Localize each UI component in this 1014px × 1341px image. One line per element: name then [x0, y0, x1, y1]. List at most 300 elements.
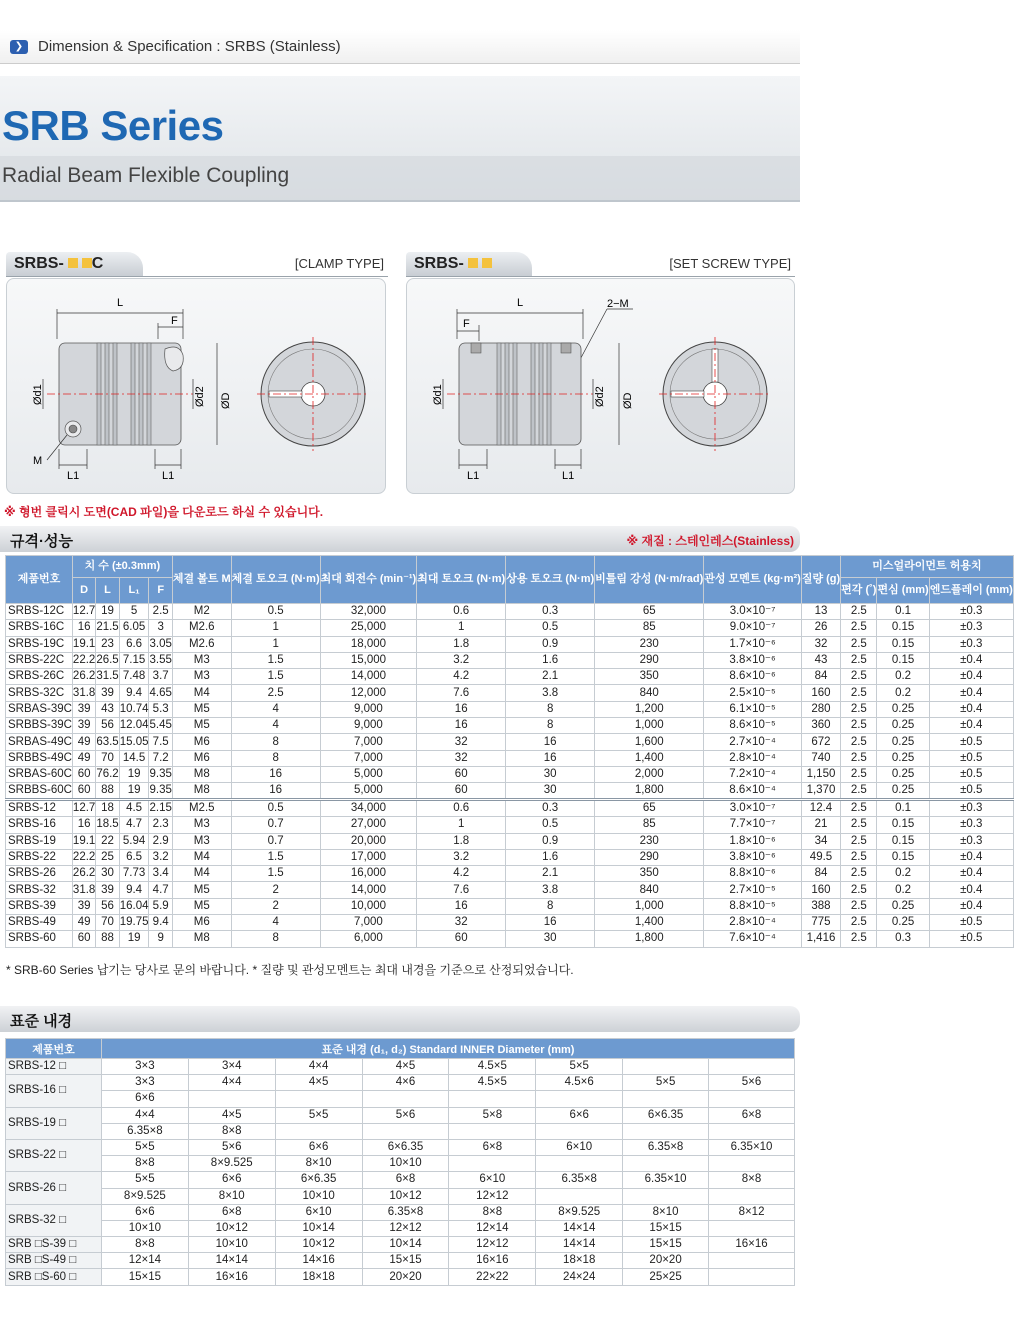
svg-text:L1: L1	[67, 470, 80, 482]
spec-cell: 31.5	[96, 669, 119, 685]
inner-row	[6, 1075, 795, 1091]
spec-cell: 60	[417, 931, 506, 947]
spec-cell: 21.5	[96, 620, 119, 636]
inner-cell	[623, 1059, 709, 1075]
inner-cell: 6×6.35	[275, 1172, 362, 1188]
inner-cell: 14×14	[536, 1220, 623, 1236]
spec-cell: 1	[231, 636, 320, 652]
clamp-coupling-drawing	[7, 279, 387, 495]
inner-cell: 10×14	[362, 1237, 449, 1253]
inner-cell: 5×6	[709, 1075, 795, 1091]
inner-cell: 8×8	[101, 1156, 188, 1172]
set-screw-type-drawing[interactable]	[406, 278, 795, 494]
spec-cell: M2.5	[172, 800, 231, 817]
spec-row[interactable]	[6, 849, 1014, 865]
inner-model: SRB □S-60 □	[6, 1269, 102, 1285]
spec-cell: 8	[231, 734, 320, 750]
spec-row[interactable]	[6, 652, 1014, 668]
spec-cell: 290	[595, 849, 704, 865]
spec-cell: 0.15	[877, 817, 929, 833]
spec-cell: ±0.3	[929, 604, 1013, 620]
spec-row[interactable]	[6, 669, 1014, 685]
model-number-link[interactable]: SRBS-32C	[6, 685, 73, 701]
spec-row[interactable]	[6, 866, 1014, 882]
model-number-link[interactable]: SRBS-19C	[6, 636, 73, 652]
spec-cell: 230	[595, 636, 704, 652]
inner-cell	[449, 1156, 536, 1172]
spec-cell: M4	[172, 685, 231, 701]
spec-cell: ±0.5	[929, 931, 1013, 947]
inner-cell	[709, 1220, 795, 1236]
spec-cell: 85	[595, 817, 704, 833]
clamp-type-drawing[interactable]	[6, 278, 386, 494]
spec-cell: M5	[172, 701, 231, 717]
spec-cell: 16	[506, 750, 595, 766]
spec-cell: 9,000	[320, 701, 417, 717]
inner-cell: 6×10	[449, 1172, 536, 1188]
spec-cell: 60	[72, 766, 95, 782]
spec-cell: 16	[231, 783, 320, 800]
spec-cell: 0.15	[877, 833, 929, 849]
spec-cell: 2.5	[841, 636, 877, 652]
svg-text:L1: L1	[562, 470, 575, 482]
inner-cell: 8×10	[275, 1156, 362, 1172]
spec-row[interactable]	[6, 833, 1014, 849]
spec-cell: 18	[96, 800, 119, 817]
model-number-link[interactable]: SRBS-60	[6, 931, 73, 947]
inner-cell: 14×14	[188, 1253, 275, 1269]
inner-row	[6, 1237, 795, 1253]
spec-cell: ±0.4	[929, 866, 1013, 882]
spec-cell: 30	[506, 766, 595, 782]
spec-cell: 1	[231, 620, 320, 636]
spec-cell: M8	[172, 766, 231, 782]
inner-cell: 12×14	[101, 1253, 188, 1269]
spec-cell: 1,000	[595, 718, 704, 734]
inner-cell	[709, 1188, 795, 1204]
inner-section-header	[0, 1006, 800, 1032]
spec-row[interactable]	[6, 783, 1014, 800]
spec-cell: 7.15	[119, 652, 149, 668]
spec-cell: 9.4	[119, 882, 149, 898]
model-number-link[interactable]: SRBS-26C	[6, 669, 73, 685]
spec-cell: M2.6	[172, 620, 231, 636]
inner-cell: 5×6	[362, 1107, 449, 1123]
spec-cell: 16	[506, 734, 595, 750]
spec-cell: 12,000	[320, 685, 417, 701]
clamp-type-label: [CLAMP TYPE]	[294, 256, 384, 271]
spec-cell: 9.4	[149, 915, 172, 931]
spec-cell: M4	[172, 849, 231, 865]
spec-cell: 2	[231, 882, 320, 898]
inner-cell: 6.35×8	[623, 1139, 709, 1155]
spec-cell: 3.8×10⁻⁶	[704, 652, 802, 668]
set-screw-type-label: [SET SCREW TYPE]	[669, 256, 791, 271]
inner-cell: 10×14	[275, 1220, 362, 1236]
spec-cell: 5,000	[320, 783, 417, 800]
spec-cell: 7.5	[149, 734, 172, 750]
spec-cell: 9.35	[149, 766, 172, 782]
spec-row[interactable]	[6, 766, 1014, 782]
inner-diameter-table: 제품번호 표준 내경 (d₁, d₂) Standard INNER Diameter (mm) SRBS-12 □ 3×3 3×4 4×4 4×5 4.5×5 5×5 SRBS-16 □ 3×3 4×4 4×5 4×6 4.5×5 4.5×6 5×5 5×6 6×6 SRBS-19 □ 4×4 4×5 5×5 5×6 5×8 6×6 6×6.35 6×8 6.35×8 8×8 SRBS-22 □ 5×5 5×6 6×6 6×6.35 6×8 6×10 6.35×8 6.35×10 8×8 8×9.525 8×10 10×10 SRBS-26 □ 5×5 6×6 6×6.35 6×8 6×10 6.35×8 6.35×10 8×8 8×9.525 8×10 10×10 10×12 12×12 SRBS-32 □ 6×6 6×8 6×10 6.35×8 8×8 8×9.525 8×10 8×12 10×10 10×12 10×14 12×12 12×14 14×14 15×15 SRB □S-39 □ 8×8 10×10 10×12 10×14 12×12 14×14 15×15 16×16 SRB □S-49 □ 12×14 14×14 14×16 15×15 16×16 18×18 20×20 SRB □S-60 □ 15×15 16×16 18×18 20×20 22×22 24×24 25×25	[5, 1038, 795, 1286]
spec-cell: 1,416	[801, 931, 840, 947]
inner-cell: 6×6.35	[623, 1107, 709, 1123]
spec-cell: 32	[417, 734, 506, 750]
inner-cell	[449, 1123, 536, 1139]
cad-download-note: ※ 형번 클릭시 도면(CAD 파일)을 다운로드 하실 수 있습니다.	[4, 505, 324, 519]
spec-cell: 0.7	[231, 833, 320, 849]
spec-cell: ±0.3	[929, 800, 1013, 817]
spec-cell: 2.5	[841, 620, 877, 636]
inner-cell: 5×6	[188, 1139, 275, 1155]
inner-cell	[536, 1188, 623, 1204]
spec-cell: 32,000	[320, 604, 417, 620]
spec-cell: 8.8×10⁻⁵	[704, 898, 802, 914]
spec-cell: 4.7	[149, 882, 172, 898]
spec-cell: 32	[417, 750, 506, 766]
spec-cell: 6.1×10⁻⁵	[704, 701, 802, 717]
spec-cell: M6	[172, 915, 231, 931]
model-number-link[interactable]: SRBS-49	[6, 915, 73, 931]
spec-row[interactable]	[6, 718, 1014, 734]
inner-cell: 6×10	[275, 1204, 362, 1220]
inner-model: SRBS-19 □	[6, 1107, 102, 1139]
inner-cell: 22×22	[449, 1269, 536, 1285]
spec-cell: 2.1	[506, 669, 595, 685]
spec-cell: 3.05	[149, 636, 172, 652]
spec-cell: 2.3	[149, 817, 172, 833]
spec-cell: 4	[231, 915, 320, 931]
spec-cell: 18,000	[320, 636, 417, 652]
spec-cell: 0.15	[877, 849, 929, 865]
spec-cell: 1,150	[801, 766, 840, 782]
spec-cell: 70	[96, 915, 119, 931]
spec-cell: 0.5	[506, 620, 595, 636]
spec-cell: 23	[96, 636, 119, 652]
spec-table: 제품번호 치 수 (±0.3mm) 체결 볼트 M 체결 토오크 (N·m) 최대 회전수 (min⁻¹) 최대 토오크 (N·m) 상용 토오크 (N·m) 비틀림 강성 (N·m/rad) 관성 모멘트 (kg·m²) 질량 (g) 미스얼라이먼트 허용치 D L L₁ F 편각 (˚) 편심 (mm) 엔드플레이 (mm) SRBS-12C 12.7 19 5 2.5 M2 0.5 32,000 0.6 0.3 65 3.0×10⁻⁷ 13 2.5 0.1 ±0.3 SRBS-16C 16 21.5 6.05 3 M2.6 1 25,000 1 0.5 85 9.0×10⁻⁷ 26 2.5 0.15 ±0.3 SRBS-19C 19.1 23 6.6 3.05 M2.6 1 18,000 1.8 0.9 230 1.7×10⁻⁶ 32 2.5 0.15 ±0.3 SRBS-22C 22.2 26.5 7.15 3.55 M3 1.5 15,000 3.2 1.6 290 3.8×10⁻⁶ 43 2.5 0.15 ±0.4 SRBS-26C 26.2 31.5 7.48 3.7 M3 1.5 14,000 4.2 2.1 350 8.6×10⁻⁶ 84 2.5 0.2 ±0.4 SRBS-32C 31.8 39 9.4 4.65 M4 2.5 12,000 7.6 3.8 840 2.5×10⁻⁵ 160 2.5 0.2 ±0.4 SRBAS-39C 39 43 10.74 5.3 M5 4 9,000 16 8 1,200 6.1×10⁻⁵ 280 2.5 0.25 ±0.4 SRBBS-39C 39 56 12.04 5.45 M5 4 9,000 16 8 1,000 8.6×10⁻⁵ 360 2.5 0.25 ±0.4 SRBAS-49C 49 63.5 15.05 7.5 M6 8 7,000 32 16 1,600 2.7×10⁻⁴ 672 2.5 0.25 ±0.5 SRBBS-49C 49 70 14.5 7.2 M6 8 7,000 32 16 1,400 2.8×10⁻⁴ 740 2.5 0.25 ±0.5 SRBAS-60C 60 76.2 19 9.35 M8 16 5,000 60 30 2,000 7.2×10⁻⁴ 1,150 2.5 0.25 ±0.5 SRBBS-60C 60 88 19 9.35 M8 16 5,000 60 30 1,800 8.6×10⁻⁴ 1,370 2.5 0.25 ±0.5 SRBS-12 12.7 18 4.5 2.15 M2.5 0.5 34,000 0.6 0.3 65 3.0×10⁻⁷ 12.4 2.5 0.1 ±0.3 SRBS-16 16 18.5 4.7 2.3 M3 0.7 27,000 1 0.5 85 7.7×10⁻⁷ 21 2.5 0.15 ±0.3 SRBS-19 19.1 22 5.94 2.9 M3 0.7 20,000 1.8 0.9 230 1.8×10⁻⁶ 34 2.5 0.15 ±0.3 SRBS-22 22.2 25 6.5 3.2 M4 1.5 17,000 3.2 1.6 290 3.8×10⁻⁶ 49.5 2.5 0.15 ±0.4 SRBS-26 26.2 30 7.73 3.4 M4 1.5 16,000 4.2 2.1 350 8.8×10⁻⁶ 84 2.5 0.2 ±0.4 SRBS-32 31.8 39 9.4 4.7 M5 2 14,000 7.6 3.8 840 2.7×10⁻⁵ 160 2.5 0.2 ±0.4 SRBS-39 39 56 16.04 5.9 M5 2 10,000 16 8 1,000 8.8×10⁻⁵ 388 2.5 0.25 ±0.4 SRBS-49 49 70 19.75 9.4 M6 4 7,000 32 16 1,400 2.8×10⁻⁴ 775 2.5 0.25 ±0.5 SRBS-60 60 88 19 9 M8 8 6,000 60 30 1,800 7.6×10⁻⁴ 1,416 2.5 0.3 ±0.5	[5, 555, 1014, 948]
spec-cell: 9.0×10⁻⁷	[704, 620, 802, 636]
spec-cell: M4	[172, 866, 231, 882]
inner-cell: 10×12	[188, 1220, 275, 1236]
spec-cell: 88	[96, 931, 119, 947]
inner-cell: 8×9.525	[536, 1204, 623, 1220]
spec-cell: 1.8	[417, 636, 506, 652]
inner-row	[6, 1269, 795, 1285]
model-number-link[interactable]: SRBS-22	[6, 849, 73, 865]
inner-cell	[188, 1091, 275, 1107]
svg-text:M: M	[33, 455, 43, 467]
spec-row[interactable]	[6, 685, 1014, 701]
spec-cell: 1.5	[231, 849, 320, 865]
model-number-link[interactable]: SRBAS-39C	[6, 701, 73, 717]
inner-cell: 15×15	[362, 1253, 449, 1269]
inner-row	[6, 1139, 795, 1155]
spec-cell: 3.0×10⁻⁷	[704, 604, 802, 620]
spec-cell: 26.2	[72, 866, 95, 882]
spec-cell: 2.5	[841, 800, 877, 817]
set-screw-type-tab: SRBS-	[406, 252, 532, 276]
spec-cell: 0.9	[506, 636, 595, 652]
inner-cell: 6.35×10	[623, 1172, 709, 1188]
inner-cell: 5×5	[536, 1059, 623, 1075]
spec-cell: ±0.3	[929, 636, 1013, 652]
spec-row[interactable]	[6, 701, 1014, 717]
model-number-link[interactable]: SRBAS-60C	[6, 766, 73, 782]
spec-row[interactable]	[6, 750, 1014, 766]
model-number-link[interactable]: SRBAS-49C	[6, 734, 73, 750]
spec-cell: 70	[96, 750, 119, 766]
inner-cell: 6.35×10	[709, 1139, 795, 1155]
inner-cell: 6×6	[275, 1139, 362, 1155]
inner-cell: 8×12	[709, 1204, 795, 1220]
spec-row[interactable]	[6, 636, 1014, 652]
spec-cell: M6	[172, 734, 231, 750]
spec-cell: 2.5	[231, 685, 320, 701]
spec-cell: 3.2	[149, 849, 172, 865]
spec-cell: 8	[231, 750, 320, 766]
spec-cell: 840	[595, 685, 704, 701]
spec-cell: 88	[96, 783, 119, 800]
model-number-link[interactable]: SRBS-12	[6, 800, 73, 817]
model-number-link[interactable]: SRBS-26	[6, 866, 73, 882]
inner-cell: 6×6	[101, 1091, 188, 1107]
spec-cell: 8	[231, 931, 320, 947]
spec-cell: 6.5	[119, 849, 149, 865]
spec-cell: 1,400	[595, 750, 704, 766]
svg-text:ØD: ØD	[622, 392, 634, 409]
spec-cell: 4.5	[119, 800, 149, 817]
spec-cell: ±0.5	[929, 783, 1013, 800]
spec-cell: 0.5	[506, 817, 595, 833]
spec-cell: 0.2	[877, 882, 929, 898]
spec-cell: 12.04	[119, 718, 149, 734]
spec-row[interactable]	[6, 915, 1014, 931]
inner-model: SRBS-16 □	[6, 1075, 102, 1107]
spec-row[interactable]	[6, 898, 1014, 914]
spec-cell: M3	[172, 817, 231, 833]
inner-cell: 10×10	[101, 1220, 188, 1236]
clamp-type-tab: SRBS- C	[6, 252, 143, 276]
inner-cell: 3×3	[101, 1059, 188, 1075]
spec-cell: 1.6	[506, 652, 595, 668]
inner-cell: 6×8	[709, 1107, 795, 1123]
spec-row[interactable]	[6, 604, 1014, 620]
inner-model: SRB □S-39 □	[6, 1237, 102, 1253]
spec-cell: 19.1	[72, 636, 95, 652]
hero-banner	[0, 76, 800, 202]
inner-cell: 10×10	[362, 1156, 449, 1172]
spec-row[interactable]	[6, 800, 1014, 817]
inner-cell	[623, 1091, 709, 1107]
model-number-link[interactable]: SRBS-22C	[6, 652, 73, 668]
inner-row	[6, 1188, 795, 1204]
spec-cell: 9,000	[320, 718, 417, 734]
spec-row[interactable]	[6, 817, 1014, 833]
inner-cell	[623, 1156, 709, 1172]
spec-cell: 1.8×10⁻⁶	[704, 833, 802, 849]
model-number-link[interactable]: SRBBS-60C	[6, 783, 73, 800]
spec-cell: 2.5	[841, 931, 877, 947]
spec-cell: 30	[506, 783, 595, 800]
spec-cell: 5.45	[149, 718, 172, 734]
spec-cell: 0.15	[877, 652, 929, 668]
inner-cell: 4×6	[362, 1075, 449, 1091]
set-screw-type-panel	[400, 250, 795, 494]
inner-cell: 10×12	[362, 1188, 449, 1204]
spec-cell: 31.8	[72, 882, 95, 898]
spec-cell: 2.9	[149, 833, 172, 849]
model-number-link[interactable]: SRBS-39	[6, 898, 73, 914]
inner-row	[6, 1204, 795, 1220]
spec-cell: 7,000	[320, 734, 417, 750]
spec-cell: 2.5×10⁻⁵	[704, 685, 802, 701]
inner-cell: 8×9.525	[101, 1188, 188, 1204]
svg-text:Ød2: Ød2	[194, 386, 206, 407]
inner-cell: 6×6	[188, 1172, 275, 1188]
spec-cell: 2.5	[841, 734, 877, 750]
spec-cell: 15.05	[119, 734, 149, 750]
spec-row[interactable]	[6, 620, 1014, 636]
spec-cell: ±0.4	[929, 685, 1013, 701]
spec-cell: M2.6	[172, 636, 231, 652]
inner-row	[6, 1059, 795, 1075]
inner-cell: 10×10	[188, 1237, 275, 1253]
spec-cell: ±0.5	[929, 766, 1013, 782]
model-number-link[interactable]: SRBS-12C	[6, 604, 73, 620]
inner-cell: 6.35×8	[536, 1172, 623, 1188]
spec-cell: 360	[801, 718, 840, 734]
inner-cell	[623, 1123, 709, 1139]
spec-cell: 0.3	[506, 604, 595, 620]
inner-row	[6, 1091, 795, 1107]
inner-cell: 18×18	[536, 1253, 623, 1269]
spec-cell: ±0.4	[929, 669, 1013, 685]
spec-cell: M5	[172, 718, 231, 734]
spec-cell: 2.5	[149, 604, 172, 620]
model-number-link[interactable]: SRBBS-39C	[6, 718, 73, 734]
spec-cell: 6,000	[320, 931, 417, 947]
inner-cell: 8×8	[188, 1123, 275, 1139]
spec-row[interactable]	[6, 734, 1014, 750]
spec-cell: 49.5	[801, 849, 840, 865]
page-header-title: Dimension & Specification : SRBS (Stainless)	[38, 38, 341, 55]
spec-cell: 25	[96, 849, 119, 865]
spec-row[interactable]	[6, 931, 1014, 947]
svg-text:ØD: ØD	[220, 392, 232, 409]
inner-cell: 14×14	[536, 1237, 623, 1253]
spec-cell: 0.2	[877, 669, 929, 685]
spec-cell: 56	[96, 898, 119, 914]
spec-cell: 39	[72, 701, 95, 717]
svg-text:L: L	[517, 297, 524, 309]
spec-cell: 1.7×10⁻⁶	[704, 636, 802, 652]
inner-cell	[362, 1123, 449, 1139]
spec-cell: 4.2	[417, 669, 506, 685]
spec-cell: 7.2×10⁻⁴	[704, 766, 802, 782]
model-number-link[interactable]: SRBBS-49C	[6, 750, 73, 766]
spec-cell: 2,000	[595, 766, 704, 782]
spec-cell: 388	[801, 898, 840, 914]
spec-cell: 60	[417, 766, 506, 782]
spec-cell: 350	[595, 669, 704, 685]
inner-row	[6, 1220, 795, 1236]
spec-cell: 0.7	[231, 817, 320, 833]
spec-cell: 56	[96, 718, 119, 734]
arrow-icon: ❯	[10, 40, 28, 54]
spec-cell: 2.5	[841, 750, 877, 766]
spec-cell: 0.25	[877, 701, 929, 717]
spec-cell: 3.2	[417, 849, 506, 865]
spec-cell: 39	[96, 685, 119, 701]
inner-cell	[362, 1091, 449, 1107]
model-number-link[interactable]: SRBS-16C	[6, 620, 73, 636]
spec-cell: 7,000	[320, 750, 417, 766]
spec-cell: M8	[172, 783, 231, 800]
spec-cell: 2.15	[149, 800, 172, 817]
spec-cell: 1,370	[801, 783, 840, 800]
spec-cell: 9.4	[119, 685, 149, 701]
model-number-link[interactable]: SRBS-32	[6, 882, 73, 898]
spec-cell: 230	[595, 833, 704, 849]
inner-cell: 5×5	[275, 1107, 362, 1123]
spec-cell: 26.5	[96, 652, 119, 668]
inner-cell: 6×8	[188, 1204, 275, 1220]
spec-cell: 6.05	[119, 620, 149, 636]
inner-cell: 4×4	[188, 1075, 275, 1091]
spec-cell: 20,000	[320, 833, 417, 849]
spec-cell: 16	[72, 620, 95, 636]
spec-cell: 65	[595, 604, 704, 620]
spec-cell: 49	[72, 734, 95, 750]
spec-cell: 8.6×10⁻⁴	[704, 783, 802, 800]
spec-cell: 9	[149, 931, 172, 947]
inner-cell: 12×12	[449, 1237, 536, 1253]
spec-cell: 2.5	[841, 849, 877, 865]
spec-cell: 16	[417, 898, 506, 914]
spec-cell: 2.5	[841, 817, 877, 833]
spec-cell: 30	[96, 866, 119, 882]
spec-cell: M6	[172, 750, 231, 766]
spec-cell: ±0.4	[929, 849, 1013, 865]
spec-cell: 2.5	[841, 866, 877, 882]
spec-cell: 22	[96, 833, 119, 849]
spec-row[interactable]	[6, 882, 1014, 898]
inner-cell: 4×4	[101, 1107, 188, 1123]
material-note: ※ 재질 : 스테인레스(Stainless)	[626, 534, 794, 548]
spec-cell: 10.74	[119, 701, 149, 717]
spec-cell: 14.5	[119, 750, 149, 766]
spec-cell: 0.2	[877, 866, 929, 882]
spec-cell: 0.25	[877, 766, 929, 782]
model-number-link[interactable]: SRBS-16	[6, 817, 73, 833]
spec-cell: ±0.3	[929, 620, 1013, 636]
inner-cell: 20×20	[623, 1253, 709, 1269]
spec-cell: 2.5	[841, 898, 877, 914]
inner-cell: 5×5	[101, 1139, 188, 1155]
inner-cell	[275, 1123, 362, 1139]
model-number-link[interactable]: SRBS-19	[6, 833, 73, 849]
spec-cell: 60	[417, 783, 506, 800]
spec-cell: ±0.3	[929, 817, 1013, 833]
inner-cell: 8×10	[188, 1188, 275, 1204]
spec-cell: 3.55	[149, 652, 172, 668]
spec-cell: 1.5	[231, 652, 320, 668]
spec-cell: 2.5	[841, 685, 877, 701]
spec-cell: ±0.4	[929, 882, 1013, 898]
spec-cell: 7.48	[119, 669, 149, 685]
inner-cell: 6×8	[449, 1139, 536, 1155]
inner-model: SRB □S-49 □	[6, 1253, 102, 1269]
